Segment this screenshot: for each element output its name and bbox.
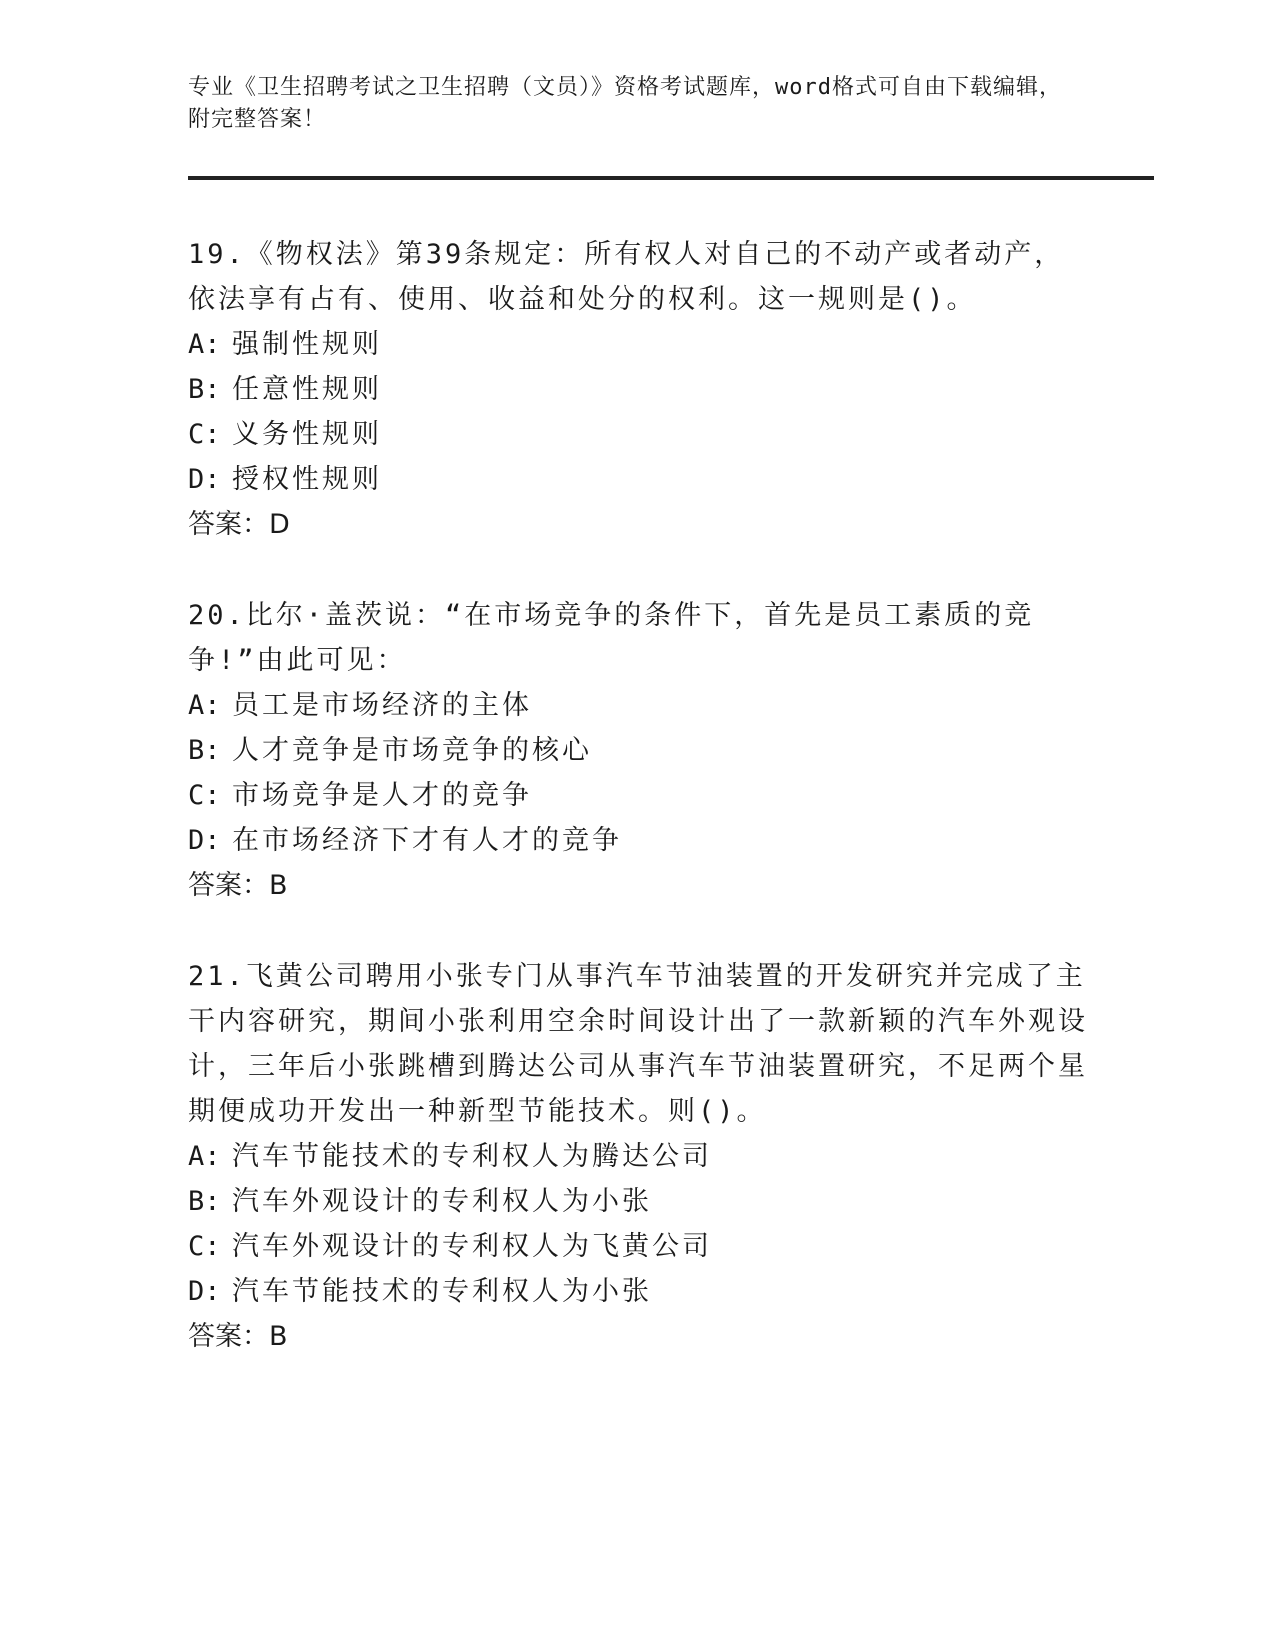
- option-b: [188, 367, 1088, 412]
- option-letter: D:: [188, 464, 221, 495]
- question-19: [188, 232, 1088, 547]
- answer-value: D: [269, 509, 290, 540]
- option-letter: D:: [188, 825, 221, 856]
- option-letter: C:: [188, 1231, 221, 1262]
- option-letter: B:: [188, 735, 221, 766]
- option-text: 任意性规则: [232, 374, 382, 405]
- option-text: 人才竞争是市场竞争的核心: [232, 735, 592, 766]
- option-c: [188, 773, 1088, 818]
- option-a: [188, 322, 1088, 367]
- option-b: [188, 728, 1088, 773]
- option-text: 汽车外观设计的专利权人为飞黄公司: [232, 1231, 712, 1262]
- option-text: 市场竞争是人才的竞争: [232, 780, 532, 811]
- option-letter: A:: [188, 1141, 221, 1172]
- option-letter: A:: [188, 690, 221, 721]
- option-c: [188, 1224, 1088, 1269]
- question-20: [188, 593, 1088, 908]
- option-d: [188, 1269, 1088, 1314]
- option-text: 在市场经济下才有人才的竞争: [232, 825, 622, 856]
- option-letter: C:: [188, 419, 221, 450]
- option-text: 汽车节能技术的专利权人为腾达公司: [232, 1141, 712, 1172]
- option-d: [188, 457, 1088, 502]
- option-text: 汽车外观设计的专利权人为小张: [232, 1186, 652, 1217]
- document-header: 专业《卫生招聘考试之卫生招聘（文员）》资格考试题库，word格式可自由下载编辑，附完整答案！: [188, 75, 1062, 132]
- option-b: [188, 1179, 1088, 1224]
- answer-label: 答案：: [188, 870, 269, 901]
- option-d: [188, 818, 1088, 863]
- answer-label: 答案：: [188, 509, 269, 540]
- question-stem: 19.《物权法》第39条规定：所有权人对自己的不动产或者动产，依法享有占有、使用、收益和处分的权利。这一规则是()。: [188, 239, 1065, 315]
- option-a: [188, 683, 1088, 728]
- question-list: [188, 232, 1088, 1405]
- answer-value: B: [269, 870, 288, 901]
- header-divider: [188, 176, 1154, 180]
- question-stem: 20.比尔·盖茨说：“在市场竞争的条件下，首先是员工素质的竞争!”由此可见：: [188, 600, 1035, 676]
- answer-label: 答案：: [188, 1321, 269, 1352]
- option-text: 义务性规则: [232, 419, 382, 450]
- option-text: 汽车节能技术的专利权人为小张: [232, 1276, 652, 1307]
- option-text: 强制性规则: [232, 329, 382, 360]
- answer-line: [188, 863, 1088, 908]
- answer-value: B: [269, 1321, 288, 1352]
- option-letter: B:: [188, 1186, 221, 1217]
- answer-line: [188, 1314, 1088, 1359]
- option-text: 授权性规则: [232, 464, 382, 495]
- option-text: 员工是市场经济的主体: [232, 690, 532, 721]
- option-letter: D:: [188, 1276, 221, 1307]
- option-a: [188, 1134, 1088, 1179]
- option-letter: C:: [188, 780, 221, 811]
- option-letter: B:: [188, 374, 221, 405]
- question-stem: 21.飞黄公司聘用小张专门从事汽车节油装置的开发研究并完成了主干内容研究，期间小张利用空余时间设计出了一款新颖的汽车外观设计，三年后小张跳槽到腾达公司从事汽车节油装置研究，不足两个星期便成功开发出一种新型节能技术。则()。: [188, 961, 1088, 1127]
- answer-line: [188, 502, 1088, 547]
- question-21: [188, 954, 1088, 1359]
- option-letter: A:: [188, 329, 221, 360]
- option-c: [188, 412, 1088, 457]
